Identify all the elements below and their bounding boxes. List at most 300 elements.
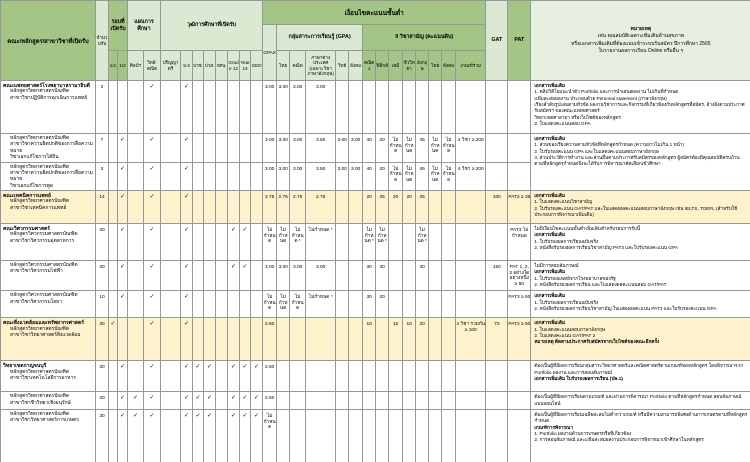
cell-common-1[interactable] <box>376 318 389 361</box>
cell-pat[interactable] <box>508 81 531 134</box>
cell-common-3[interactable] <box>403 224 416 261</box>
program-cell[interactable] <box>1 162 96 191</box>
cell-gpa-0[interactable]: 3.00 <box>277 261 290 291</box>
cell-check-qual-grade12[interactable]: ✓ <box>228 392 240 410</box>
cell-common-2[interactable]: 20 <box>389 191 403 224</box>
program-cell[interactable] <box>1 291 96 318</box>
cell-common-4[interactable] <box>416 392 429 410</box>
cell-check-qual-bachelor[interactable] <box>161 291 181 318</box>
cell-check-qual-grade12[interactable]: ✓ <box>228 361 240 392</box>
cell-gpa-4[interactable]: 3.00 <box>349 162 363 191</box>
cell-gat[interactable] <box>486 162 508 191</box>
cell-check-plan-arts[interactable] <box>128 291 144 318</box>
cell-gpa-4[interactable] <box>349 410 363 462</box>
cell-check-qual-bachelor[interactable] <box>161 410 181 462</box>
cell-pat[interactable]: PAT2 ≥ 35 <box>508 191 531 224</box>
cell-common-4[interactable] <box>416 81 429 134</box>
cell-check-round-1-2[interactable] <box>118 81 128 134</box>
cell-gpa-4[interactable]: 3.00 <box>349 134 363 163</box>
cell-check-round-1-1[interactable] <box>109 191 118 224</box>
program-cell[interactable] <box>1 191 96 224</box>
cell-gpa-1[interactable]: ไม่กำหนด * <box>290 224 306 261</box>
cell-gpa-0[interactable]: ไม่กำหนด <box>277 224 290 261</box>
cell-quota[interactable]: 14 <box>96 191 109 224</box>
cell-common-1[interactable]: 20 <box>376 291 389 318</box>
cell-check-qual-ksn[interactable] <box>216 191 228 224</box>
cell-common-1[interactable] <box>376 81 389 134</box>
cell-common-4[interactable]: 30 <box>416 261 429 291</box>
cell-check-plan-arts[interactable] <box>128 134 144 163</box>
cell-check-round-1-1[interactable] <box>109 361 118 392</box>
cell-quota[interactable]: 20 <box>96 392 109 410</box>
cell-common-1[interactable]: 30 <box>376 261 389 291</box>
cell-check-qual-pvs[interactable]: ✓ <box>204 392 216 410</box>
cell-check-qual-pvs[interactable] <box>204 291 216 318</box>
cell-common-6[interactable]: ไม่กำหนด <box>442 134 456 163</box>
cell-gpa-1[interactable]: 3.00 <box>290 134 306 163</box>
cell-check-plan-sci-math[interactable]: ✓ <box>144 392 161 410</box>
cell-check-qual-year13[interactable]: ✓ <box>240 224 251 261</box>
cell-common-0[interactable]: 30 <box>363 291 376 318</box>
cell-check-qual-ged[interactable] <box>251 224 263 261</box>
cell-gpa-3[interactable] <box>336 318 349 361</box>
cell-check-plan-sci-math[interactable]: ✓ <box>144 134 161 163</box>
cell-check-qual-m6[interactable]: ✓ <box>181 191 193 224</box>
cell-common-0[interactable]: 10 <box>363 318 376 361</box>
cell-quota[interactable]: 7 <box>96 134 109 163</box>
cell-gpax[interactable]: 2.50 <box>263 361 277 392</box>
cell-check-qual-pvch[interactable] <box>193 261 204 291</box>
cell-notes[interactable] <box>531 361 750 392</box>
cell-common-total[interactable] <box>456 81 486 134</box>
cell-check-round-1-2[interactable]: ✓ <box>118 162 128 191</box>
cell-check-qual-ged[interactable] <box>251 191 263 224</box>
cell-check-round-1-1[interactable]: ✓ <box>109 318 118 361</box>
cell-notes[interactable] <box>531 261 750 291</box>
cell-gpa-3[interactable] <box>336 392 349 410</box>
cell-check-qual-pvs[interactable] <box>204 318 216 361</box>
cell-check-plan-sci-math[interactable]: ✓ <box>144 261 161 291</box>
cell-check-qual-ksn[interactable] <box>216 81 228 134</box>
cell-check-qual-ged[interactable] <box>251 291 263 318</box>
cell-gpa-0[interactable]: 2.75 <box>277 191 290 224</box>
cell-check-qual-m6[interactable]: ✓ <box>181 261 193 291</box>
cell-common-0[interactable]: 40 <box>363 162 376 191</box>
cell-common-4[interactable]: ไม่กำหนด * <box>416 224 429 261</box>
cell-check-qual-year13[interactable] <box>240 318 251 361</box>
cell-gpa-2[interactable] <box>306 410 336 462</box>
cell-check-round-1-2[interactable]: ✓ <box>118 410 128 462</box>
cell-common-1[interactable]: ไม่กำหนด * <box>376 224 389 261</box>
cell-gpa-2[interactable]: ไม่กำหนด * <box>306 224 336 261</box>
cell-gat[interactable] <box>486 392 508 410</box>
cell-gat[interactable]: 70 <box>486 318 508 361</box>
cell-common-3[interactable] <box>403 81 416 134</box>
cell-check-round-1-2[interactable] <box>118 318 128 361</box>
cell-common-total[interactable] <box>456 191 486 224</box>
cell-check-qual-grade12[interactable] <box>228 291 240 318</box>
cell-common-6[interactable] <box>442 81 456 134</box>
cell-check-qual-m6[interactable]: ✓ <box>181 392 193 410</box>
cell-common-4[interactable]: 25 <box>416 191 429 224</box>
cell-quota[interactable]: 30 <box>96 224 109 261</box>
cell-pat[interactable] <box>508 361 531 392</box>
cell-check-qual-m6[interactable]: ✓ <box>181 318 193 361</box>
cell-common-0[interactable] <box>363 392 376 410</box>
cell-common-6[interactable] <box>442 224 456 261</box>
cell-check-round-1-2[interactable]: ✓ <box>118 392 128 410</box>
cell-check-round-1-1[interactable] <box>109 134 118 163</box>
cell-check-plan-arts[interactable] <box>128 361 144 392</box>
cell-gpax[interactable]: ไม่กำหนด <box>263 291 277 318</box>
cell-check-qual-ged[interactable]: ✓ <box>251 392 263 410</box>
cell-common-3[interactable]: 20 <box>403 191 416 224</box>
cell-common-5[interactable] <box>429 224 442 261</box>
cell-gpa-0[interactable] <box>277 392 290 410</box>
cell-gpa-4[interactable] <box>349 361 363 392</box>
cell-check-qual-ksn[interactable] <box>216 224 228 261</box>
cell-gpax[interactable]: 3.00 <box>263 81 277 134</box>
cell-common-0[interactable]: ไม่กำหนด * <box>363 224 376 261</box>
cell-gpa-0[interactable] <box>277 410 290 462</box>
cell-common-total[interactable]: 4 วิชา รวมกัน ≥ 100 <box>456 318 486 361</box>
cell-gpa-0[interactable]: 3.00 <box>277 134 290 163</box>
cell-common-0[interactable] <box>363 410 376 462</box>
program-cell[interactable] <box>1 81 96 134</box>
cell-check-qual-year13[interactable] <box>240 291 251 318</box>
cell-check-round-1-2[interactable]: ✓ <box>118 361 128 392</box>
cell-gat[interactable]: 100 <box>486 191 508 224</box>
cell-check-qual-bachelor[interactable] <box>161 224 181 261</box>
cell-check-round-1-1[interactable] <box>109 81 118 134</box>
cell-check-round-1-2[interactable]: ✓ <box>118 224 128 261</box>
cell-gpax[interactable]: 2.75 <box>263 191 277 224</box>
cell-common-4[interactable]: 45 <box>416 162 429 191</box>
cell-gpa-2[interactable]: 3.50 <box>306 162 336 191</box>
cell-common-3[interactable] <box>403 392 416 410</box>
cell-gpa-3[interactable] <box>336 261 349 291</box>
cell-check-qual-m6[interactable]: ✓ <box>181 361 193 392</box>
cell-check-plan-arts[interactable]: ✓ <box>128 392 144 410</box>
cell-gpa-2[interactable] <box>306 392 336 410</box>
cell-common-0[interactable]: 20 <box>363 191 376 224</box>
cell-gpa-4[interactable] <box>349 224 363 261</box>
cell-notes[interactable] <box>531 224 750 261</box>
cell-common-5[interactable]: ไม่กำหนด <box>429 162 442 191</box>
cell-check-qual-year13[interactable]: ✓ <box>240 392 251 410</box>
cell-common-1[interactable] <box>376 361 389 392</box>
cell-notes[interactable] <box>531 410 750 462</box>
cell-gat[interactable] <box>486 134 508 163</box>
cell-check-round-1-1[interactable] <box>109 392 118 410</box>
cell-common-4[interactable]: 45 <box>416 134 429 163</box>
cell-gat[interactable] <box>486 291 508 318</box>
cell-pat[interactable] <box>508 162 531 191</box>
cell-gpax[interactable]: ไม่กำหนด <box>263 410 277 462</box>
cell-quota[interactable]: 30 <box>96 318 109 361</box>
cell-check-plan-arts[interactable] <box>128 224 144 261</box>
cell-check-qual-pvch[interactable] <box>193 134 204 163</box>
cell-check-qual-bachelor[interactable] <box>161 261 181 291</box>
cell-common-2[interactable]: 10 <box>389 318 403 361</box>
cell-check-qual-ksn[interactable] <box>216 261 228 291</box>
cell-check-qual-pvs[interactable]: ✓ <box>204 410 216 462</box>
cell-common-2[interactable] <box>389 392 403 410</box>
cell-check-plan-arts[interactable] <box>128 261 144 291</box>
cell-common-3[interactable] <box>403 261 416 291</box>
cell-common-2[interactable]: ไม่กำหนด <box>389 134 403 163</box>
cell-gpa-2[interactable]: 2.75 <box>306 191 336 224</box>
cell-gpa-4[interactable] <box>349 81 363 134</box>
cell-common-total[interactable]: 4 วิชา ≥ 200 <box>456 162 486 191</box>
cell-common-1[interactable]: 20 <box>376 134 389 163</box>
cell-check-plan-sci-math[interactable]: ✓ <box>144 81 161 134</box>
cell-check-plan-sci-math[interactable]: ✓ <box>144 162 161 191</box>
cell-check-qual-m6[interactable]: ✓ <box>181 134 193 163</box>
cell-gpa-4[interactable] <box>349 318 363 361</box>
program-cell[interactable] <box>1 318 96 361</box>
cell-gpa-1[interactable]: 3.00 <box>290 162 306 191</box>
cell-gpa-1[interactable] <box>290 318 306 361</box>
cell-check-round-1-2[interactable]: ✓ <box>118 134 128 163</box>
cell-gpa-3[interactable] <box>336 224 349 261</box>
cell-common-4[interactable] <box>416 410 429 462</box>
cell-notes[interactable] <box>531 291 750 318</box>
cell-common-6[interactable] <box>442 261 456 291</box>
cell-check-plan-sci-math[interactable]: ✓ <box>144 361 161 392</box>
cell-check-qual-grade12[interactable] <box>228 191 240 224</box>
cell-check-round-1-1[interactable] <box>109 261 118 291</box>
cell-common-total[interactable]: 4 วิชา ≥ 200 <box>456 134 486 163</box>
cell-check-qual-pvch[interactable] <box>193 191 204 224</box>
cell-quota[interactable]: 30 <box>96 410 109 462</box>
cell-common-4[interactable]: 20 <box>416 318 429 361</box>
cell-check-round-1-1[interactable] <box>109 291 118 318</box>
cell-gpa-0[interactable]: 3.00 <box>277 81 290 134</box>
cell-check-qual-pvs[interactable] <box>204 191 216 224</box>
cell-common-3[interactable]: ไม่กำหนด <box>403 134 416 163</box>
cell-common-6[interactable] <box>442 191 456 224</box>
cell-check-qual-pvch[interactable] <box>193 162 204 191</box>
cell-common-2[interactable]: ไม่กำหนด <box>389 162 403 191</box>
cell-gpa-4[interactable] <box>349 392 363 410</box>
cell-common-1[interactable] <box>376 410 389 462</box>
cell-check-plan-sci-math[interactable]: ✓ <box>144 191 161 224</box>
program-cell[interactable] <box>1 261 96 291</box>
cell-common-2[interactable] <box>389 361 403 392</box>
cell-notes[interactable] <box>531 392 750 410</box>
cell-gpa-0[interactable]: ไม่กำหนด <box>277 291 290 318</box>
cell-check-qual-grade12[interactable] <box>228 81 240 134</box>
cell-check-plan-arts[interactable] <box>128 318 144 361</box>
cell-check-qual-year13[interactable]: ✓ <box>240 261 251 291</box>
cell-common-3[interactable] <box>403 410 416 462</box>
cell-common-3[interactable] <box>403 361 416 392</box>
cell-check-qual-year13[interactable] <box>240 191 251 224</box>
cell-gpa-3[interactable]: 3.00 <box>336 162 349 191</box>
program-cell[interactable] <box>1 134 96 163</box>
cell-common-5[interactable] <box>429 361 442 392</box>
cell-common-total[interactable] <box>456 410 486 462</box>
cell-gpa-3[interactable] <box>336 410 349 462</box>
cell-check-round-1-1[interactable] <box>109 162 118 191</box>
cell-check-plan-arts[interactable] <box>128 81 144 134</box>
cell-common-5[interactable] <box>429 392 442 410</box>
cell-notes[interactable] <box>531 191 750 224</box>
cell-check-qual-bachelor[interactable] <box>161 191 181 224</box>
cell-check-qual-bachelor[interactable] <box>161 318 181 361</box>
cell-common-6[interactable] <box>442 392 456 410</box>
cell-check-plan-sci-math[interactable]: ✓ <box>144 410 161 462</box>
cell-pat[interactable] <box>508 134 531 163</box>
cell-gpa-1[interactable] <box>290 361 306 392</box>
cell-check-qual-grade12[interactable] <box>228 162 240 191</box>
cell-gat[interactable] <box>486 224 508 261</box>
cell-gpa-3[interactable] <box>336 361 349 392</box>
cell-check-qual-m6[interactable]: ✓ <box>181 162 193 191</box>
cell-check-qual-ged[interactable]: ✓ <box>251 410 263 462</box>
cell-check-qual-pvs[interactable]: ✓ <box>204 361 216 392</box>
cell-check-round-1-2[interactable]: ✓ <box>118 261 128 291</box>
cell-pat[interactable]: PAT2 ≥ 50 <box>508 318 531 361</box>
cell-check-qual-grade12[interactable] <box>228 134 240 163</box>
cell-common-2[interactable] <box>389 81 403 134</box>
cell-common-5[interactable] <box>429 318 442 361</box>
cell-common-6[interactable] <box>442 318 456 361</box>
cell-quota[interactable]: 30 <box>96 261 109 291</box>
cell-quota[interactable]: 3 <box>96 162 109 191</box>
cell-check-qual-ksn[interactable] <box>216 318 228 361</box>
program-cell[interactable] <box>1 392 96 410</box>
cell-common-0[interactable] <box>363 81 376 134</box>
cell-check-qual-bachelor[interactable] <box>161 81 181 134</box>
cell-check-qual-ged[interactable] <box>251 261 263 291</box>
cell-common-2[interactable] <box>389 410 403 462</box>
cell-pat[interactable]: PAT 1, 2, 3 อย่างใดอย่างหนึ่ง ≥ 90 <box>508 261 531 291</box>
cell-gpa-2[interactable]: 3.50 <box>306 134 336 163</box>
cell-gat[interactable]: 150 <box>486 261 508 291</box>
cell-gpa-1[interactable]: 3.00 <box>290 81 306 134</box>
cell-quota[interactable]: 30 <box>96 361 109 392</box>
cell-pat[interactable] <box>508 392 531 410</box>
cell-check-qual-grade12[interactable]: ✓ <box>228 410 240 462</box>
cell-gpa-4[interactable] <box>349 191 363 224</box>
cell-gpa-3[interactable] <box>336 191 349 224</box>
cell-common-total[interactable] <box>456 224 486 261</box>
cell-check-qual-pvs[interactable] <box>204 261 216 291</box>
cell-check-qual-ged[interactable] <box>251 318 263 361</box>
cell-common-3[interactable]: ไม่กำหนด <box>403 162 416 191</box>
cell-check-plan-arts[interactable]: ✓ <box>128 410 144 462</box>
cell-check-qual-pvch[interactable] <box>193 81 204 134</box>
cell-gpa-0[interactable] <box>277 361 290 392</box>
cell-gpa-3[interactable] <box>336 81 349 134</box>
cell-check-qual-ksn[interactable] <box>216 162 228 191</box>
cell-check-round-1-1[interactable] <box>109 224 118 261</box>
cell-check-qual-pvch[interactable]: ✓ <box>193 410 204 462</box>
cell-check-plan-sci-math[interactable]: ✓ <box>144 224 161 261</box>
cell-gat[interactable] <box>486 361 508 392</box>
cell-check-round-1-1[interactable] <box>109 410 118 462</box>
cell-gpa-1[interactable]: 2.75 <box>290 191 306 224</box>
cell-check-qual-pvs[interactable] <box>204 224 216 261</box>
cell-common-5[interactable] <box>429 191 442 224</box>
cell-check-plan-sci-math[interactable]: ✓ <box>144 318 161 361</box>
cell-common-1[interactable] <box>376 392 389 410</box>
cell-check-qual-year13[interactable]: ✓ <box>240 410 251 462</box>
cell-gpa-3[interactable] <box>336 291 349 318</box>
cell-check-qual-ksn[interactable] <box>216 392 228 410</box>
cell-check-qual-pvch[interactable]: ✓ <box>193 361 204 392</box>
cell-gpa-4[interactable] <box>349 261 363 291</box>
cell-check-qual-bachelor[interactable] <box>161 392 181 410</box>
cell-check-qual-grade12[interactable]: ✓ <box>228 224 240 261</box>
cell-check-qual-pvs[interactable] <box>204 134 216 163</box>
cell-check-qual-pvs[interactable] <box>204 81 216 134</box>
cell-gpa-1[interactable] <box>290 410 306 462</box>
cell-gpa-2[interactable]: 3.00 <box>306 261 336 291</box>
program-cell[interactable] <box>1 361 96 392</box>
cell-check-qual-bachelor[interactable] <box>161 134 181 163</box>
cell-gpa-3[interactable]: 3.00 <box>336 134 349 163</box>
cell-check-qual-ged[interactable] <box>251 162 263 191</box>
cell-check-qual-ged[interactable] <box>251 134 263 163</box>
cell-notes[interactable] <box>531 318 750 361</box>
cell-common-5[interactable] <box>429 291 442 318</box>
cell-check-qual-pvch[interactable] <box>193 318 204 361</box>
cell-gpa-1[interactable]: 3.00 <box>290 261 306 291</box>
cell-check-qual-bachelor[interactable] <box>161 361 181 392</box>
cell-gpa-1[interactable]: ไม่กำหนด <box>290 291 306 318</box>
cell-common-6[interactable] <box>442 291 456 318</box>
cell-check-qual-ksn[interactable] <box>216 291 228 318</box>
cell-check-qual-year13[interactable] <box>240 81 251 134</box>
cell-pat[interactable]: PAT3 ≥ 60 <box>508 291 531 318</box>
cell-common-5[interactable] <box>429 261 442 291</box>
cell-check-plan-sci-math[interactable]: ✓ <box>144 291 161 318</box>
cell-check-qual-grade12[interactable]: ✓ <box>228 261 240 291</box>
cell-gat[interactable] <box>486 81 508 134</box>
cell-gpa-4[interactable] <box>349 291 363 318</box>
cell-check-qual-grade12[interactable] <box>228 318 240 361</box>
cell-gpax[interactable]: ไม่กำหนด <box>263 224 277 261</box>
program-cell[interactable] <box>1 410 96 462</box>
cell-check-qual-ged[interactable]: ✓ <box>251 361 263 392</box>
cell-check-qual-m6[interactable]: ✓ <box>181 81 193 134</box>
cell-check-qual-m6[interactable]: ✓ <box>181 224 193 261</box>
cell-gpa-1[interactable] <box>290 392 306 410</box>
cell-gat[interactable] <box>486 410 508 462</box>
cell-common-3[interactable] <box>403 291 416 318</box>
cell-check-qual-ksn[interactable] <box>216 361 228 392</box>
cell-check-round-1-2[interactable]: ✓ <box>118 191 128 224</box>
cell-check-qual-pvch[interactable] <box>193 224 204 261</box>
cell-common-total[interactable] <box>456 261 486 291</box>
cell-common-5[interactable] <box>429 410 442 462</box>
cell-common-6[interactable]: ไม่กำหนด <box>442 162 456 191</box>
cell-common-0[interactable] <box>363 361 376 392</box>
program-cell[interactable] <box>1 224 96 261</box>
cell-gpa-2[interactable] <box>306 361 336 392</box>
cell-common-total[interactable] <box>456 392 486 410</box>
cell-common-5[interactable]: ไม่กำหนด <box>429 134 442 163</box>
cell-check-qual-bachelor[interactable] <box>161 162 181 191</box>
cell-check-round-1-2[interactable]: ✓ <box>118 291 128 318</box>
cell-common-4[interactable] <box>416 291 429 318</box>
cell-common-2[interactable] <box>389 291 403 318</box>
cell-notes[interactable] <box>531 81 750 134</box>
cell-common-0[interactable]: 40 <box>363 134 376 163</box>
